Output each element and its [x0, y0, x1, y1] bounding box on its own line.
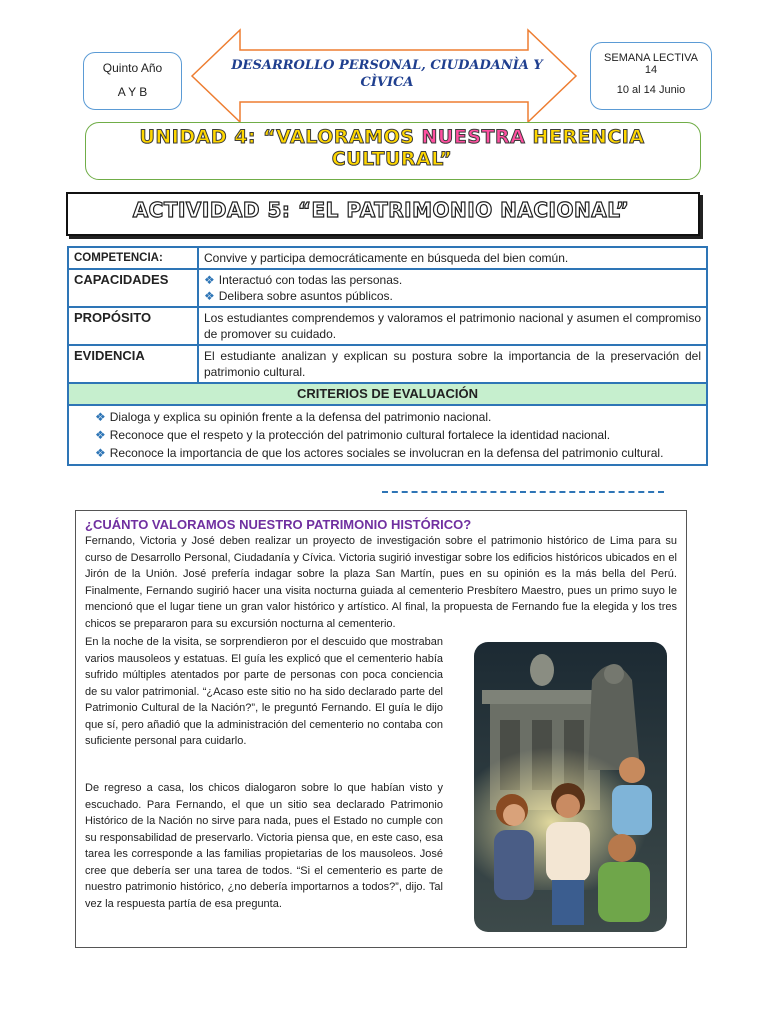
- criterio-text: Reconoce la importancia de que los actores sociales se involucran en la defensa del patrimonio cultural.: [109, 446, 664, 460]
- grade-box: [83, 52, 182, 110]
- evidencia-text: El estudiante analizan y explican su postura sobre la importancia de la preservación del patrimonio cultural.: [198, 345, 707, 383]
- week-box: [590, 42, 712, 110]
- capacidades-label: CAPACIDADES: [68, 269, 198, 307]
- story-paragraph-1: Fernando, Victoria y José deben realizar un proyecto de investigación sobre el patrimonio histórico de Lima para su curso de Desarrollo Personal, Ciudadanía y Cívica. Victoria sugirió investigar sobre los edificios históricos ubicados en el Jirón de la Unión. José prefería indagar sobre la plaza San Martín, pues en su opinión es la más bella del Perú. Finalmente, Fernando sugirió hacer una visita nocturna guiada al cementerio Presbítero Maestro, pues un primo suyo le mencionó que el lugar tiene un gran valor histórico y artístico. Al final, la propuesta de Fernando fue la elegida y los tres chicos se prepararon para su excursión nocturna al cementerio.: [85, 535, 677, 630]
- capacidades-cell: [198, 269, 707, 307]
- capacidad-item: Interactuó con todas las personas.: [218, 273, 403, 287]
- evidencia-label: EVIDENCIA: [68, 345, 198, 383]
- week-label: SEMANA LECTIVA: [604, 52, 698, 64]
- story-paragraph-3: De regreso a casa, los chicos dialogaron sobre lo que habían visto y escuchado. Para Fernando, el que un sitio sea declarado Patrimonio Histórico de la Nación no sirve para nada, pues el Estado no cumple con su responsabilidad de preservarlo. Victoria piensa que, en este caso, esa tarea les corresponde a las familias propietarias de los mausoleos. José cree que debería ser una tarea de todos. “Si el cementerio es parte de nuestro patrimonio histórico, ¿no debería importarnos a todos?”, dijo. Tal vez la respuesta partía de esa pregunta.: [85, 782, 443, 910]
- diamond-bullet-icon: ❖: [95, 428, 106, 442]
- criterios-header: CRITERIOS DE EVALUACIÓN: [68, 383, 707, 405]
- activity-title: ACTIVIDAD 5: “EL PATRIMONIO NACIONAL”: [132, 198, 630, 222]
- table-row: [68, 269, 707, 307]
- unit-word-2: NUESTRA: [421, 126, 533, 148]
- table-row: [68, 345, 707, 383]
- story-title: ¿CUÁNTO VALORAMOS NUESTRO PATRIMONIO HISTÓRICO?: [85, 517, 472, 532]
- criterio-text: Reconoce que el respeto y la protección del patrimonio cultural fortalece la identidad nacional.: [109, 428, 611, 442]
- unit-prefix: UNIDAD 4: “: [139, 126, 277, 148]
- criterio-text: Dialoga y explica su opinión frente a la defensa del patrimonio nacional.: [109, 410, 492, 424]
- proposito-label: PROPÓSITO: [68, 307, 198, 345]
- list-item: [95, 409, 698, 425]
- dashed-divider: [382, 491, 664, 493]
- criterios-list: [68, 405, 707, 465]
- table-row: [68, 247, 707, 269]
- course-title: DESARROLLO PERSONAL, CIUDADANÌA Y CÌVICA: [231, 58, 543, 90]
- unit-word-4: CULTURAL: [331, 148, 440, 170]
- table-row: [68, 307, 707, 345]
- week-number: 14: [644, 64, 658, 76]
- table-row: [68, 405, 707, 465]
- unit-word-3: HERENCIA: [532, 126, 645, 148]
- diamond-bullet-icon: ❖: [95, 410, 106, 424]
- cemetery-students-illustration: [472, 640, 669, 934]
- grade-label: Quinto Año: [102, 61, 163, 75]
- week-dates: 10 al 14 Junio: [616, 84, 686, 96]
- diamond-bullet-icon: ❖: [95, 446, 106, 460]
- list-item: [95, 427, 698, 443]
- capacidad-item: Delibera sobre asuntos públicos.: [218, 289, 393, 303]
- unit-title: [85, 126, 699, 170]
- diamond-bullet-icon: ❖: [204, 273, 215, 287]
- story-paragraph-2: En la noche de la visita, se sorprendieron por el descuido que mostraban varios mausoleos y estatuas. El guía les explicó que el cementerio había sufrido múltiples atentados por parte de personas con poca conciencia de su valor patrimonial. “¿Acaso este sitio no ha sido declarado parte del Patrimonio Cultural de la Nación?”, le preguntó Fernando. El guía le dijo que sí, pero añadió que la administración del cementerio no contaba con suficiente personal para cuidarlo.: [85, 636, 443, 747]
- grade-sections: A Y B: [117, 85, 148, 99]
- unit-suffix: ”: [439, 148, 453, 170]
- table-row: [68, 383, 707, 405]
- info-table: [67, 246, 708, 466]
- competencia-text: Convive y participa democráticamente en búsqueda del bien común.: [198, 247, 707, 269]
- competencia-label: COMPETENCIA:: [68, 247, 198, 269]
- unit-word-1: VALORAMOS: [276, 126, 422, 148]
- proposito-text: Los estudiantes comprendemos y valoramos el patrimonio nacional y asumen el compromiso de promover su cuidado.: [198, 307, 707, 345]
- list-item: [95, 445, 698, 461]
- diamond-bullet-icon: ❖: [204, 289, 215, 303]
